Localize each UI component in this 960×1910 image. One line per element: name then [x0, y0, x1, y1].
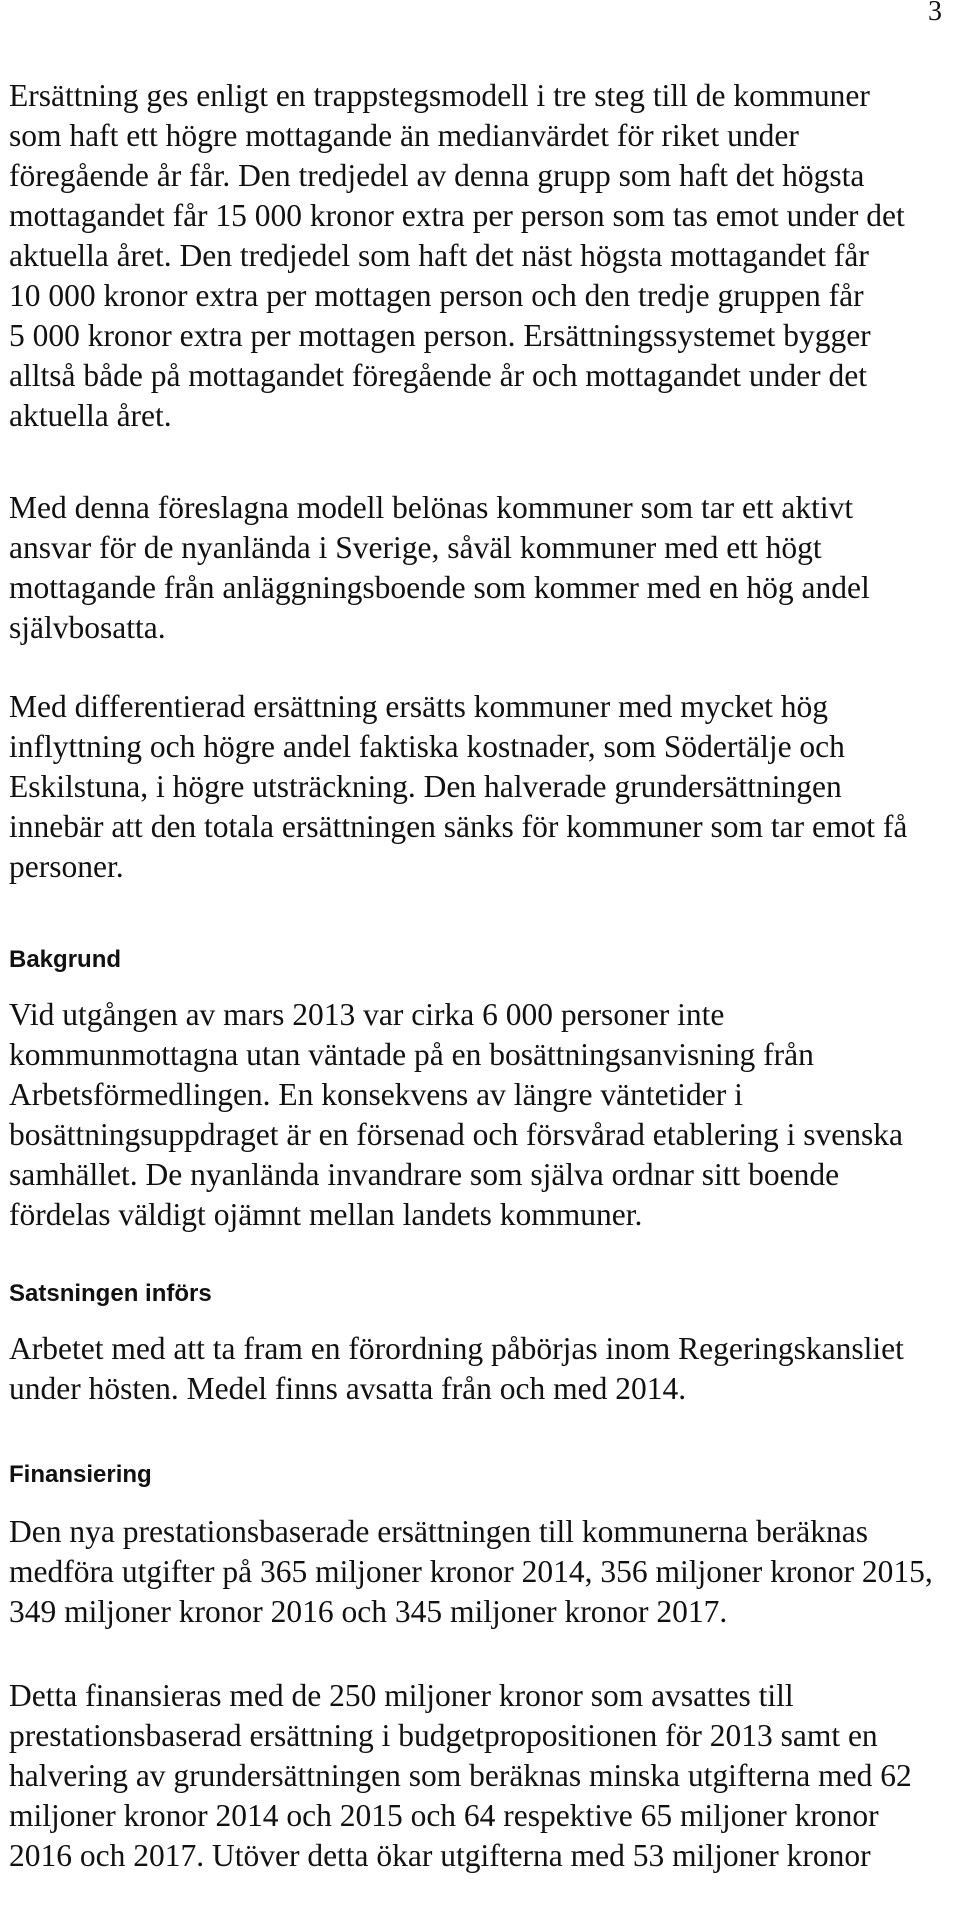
paragraph-line: Med differentierad ersättning ersätts kommuner med mycket hög — [9, 689, 829, 724]
paragraph-line: föregående år får. Den tredjedel av denna grupp som haft det högsta — [9, 158, 865, 193]
paragraph-line: personer. — [9, 849, 124, 884]
paragraph-line: ansvar för de nyanlända i Sverige, såväl kommuner med ett högt — [9, 530, 822, 565]
paragraph-line: Arbetet med att ta fram en förordning påbörjas inom Regeringskansliet — [9, 1331, 904, 1366]
section-heading-bakgrund: Bakgrund — [9, 946, 122, 973]
intro-paragraph-3 — [9, 687, 907, 887]
paragraph-line: miljoner kronor 2014 och 2015 och 64 respektive 65 miljoner kronor — [9, 1798, 879, 1833]
section-heading-satsningen-infors: Satsningen införs — [9, 1280, 212, 1307]
paragraph-line: prestationsbaserad ersättning i budgetpropositionen för 2013 samt en — [9, 1718, 878, 1753]
paragraph-line: Detta finansieras med de 250 miljoner kronor som avsattes till — [9, 1678, 794, 1713]
section-heading-finansiering: Finansiering — [9, 1461, 152, 1488]
paragraph-line: bosättningsuppdraget är en försenad och försvårad etablering i svenska — [9, 1117, 903, 1152]
paragraph-line: alltså både på mottagandet föregående år och mottagandet under det — [9, 358, 868, 393]
paragraph-line: fördelas väldigt ojämnt mellan landets kommuner. — [9, 1197, 643, 1232]
paragraph-line: halvering av grundersättningen som beräknas minska utgifterna med 62 — [9, 1758, 912, 1793]
paragraph-line: Ersättning ges enligt en trappstegsmodell i tre steg till de kommuner — [9, 78, 870, 113]
paragraph-line: inflyttning och högre andel faktiska kostnader, som Södertälje och — [9, 729, 845, 764]
intro-paragraph-2 — [9, 488, 870, 648]
satsningen-paragraph — [9, 1329, 904, 1409]
page-number: 3 — [928, 0, 942, 27]
paragraph-line: mottagande från anläggningsboende som kommer med en hög andel — [9, 570, 870, 605]
intro-paragraph-1 — [9, 76, 905, 436]
paragraph-line: aktuella året. — [9, 398, 172, 433]
paragraph-line: mottagandet får 15 000 kronor extra per person som tas emot under det — [9, 198, 905, 233]
paragraph-line: Den nya prestationsbaserade ersättningen till kommunerna beräknas — [9, 1514, 868, 1549]
paragraph-line: 5 000 kronor extra per mottagen person. Ersättningssystemet bygger — [9, 318, 871, 353]
paragraph-line: 2016 och 2017. Utöver detta ökar utgifterna med 53 miljoner kronor — [9, 1838, 871, 1873]
paragraph-line: Med denna föreslagna modell belönas kommuner som tar ett aktivt — [9, 490, 854, 525]
paragraph-line: aktuella året. Den tredjedel som haft det näst högsta mottagandet får — [9, 238, 869, 273]
paragraph-line: under hösten. Medel finns avsatta från och med 2014. — [9, 1371, 687, 1406]
paragraph-line: kommunmottagna utan väntade på en bosättningsanvisning från — [9, 1037, 814, 1072]
finansiering-paragraph-1 — [9, 1512, 933, 1632]
paragraph-line: samhället. De nyanlända invandrare som själva ordnar sitt boende — [9, 1157, 840, 1192]
paragraph-line: 10 000 kronor extra per mottagen person och den tredje gruppen får — [9, 278, 864, 313]
paragraph-line: Vid utgången av mars 2013 var cirka 6 000 personer inte — [9, 997, 725, 1032]
bakgrund-paragraph — [9, 995, 903, 1235]
paragraph-line: Arbetsförmedlingen. En konsekvens av längre väntetider i — [9, 1077, 743, 1112]
paragraph-line: 349 miljoner kronor 2016 och 345 miljoner kronor 2017. — [9, 1594, 728, 1629]
paragraph-line: medföra utgifter på 365 miljoner kronor 2014, 356 miljoner kronor 2015, — [9, 1554, 933, 1589]
paragraph-line: som haft ett högre mottagande än medianvärdet för riket under — [9, 118, 799, 153]
paragraph-line: Eskilstuna, i högre utsträckning. Den halverade grundersättningen — [9, 769, 842, 804]
paragraph-line: självbosatta. — [9, 610, 166, 645]
finansiering-paragraph-2 — [9, 1676, 912, 1876]
paragraph-line: innebär att den totala ersättningen sänks för kommuner som tar emot få — [9, 809, 908, 844]
